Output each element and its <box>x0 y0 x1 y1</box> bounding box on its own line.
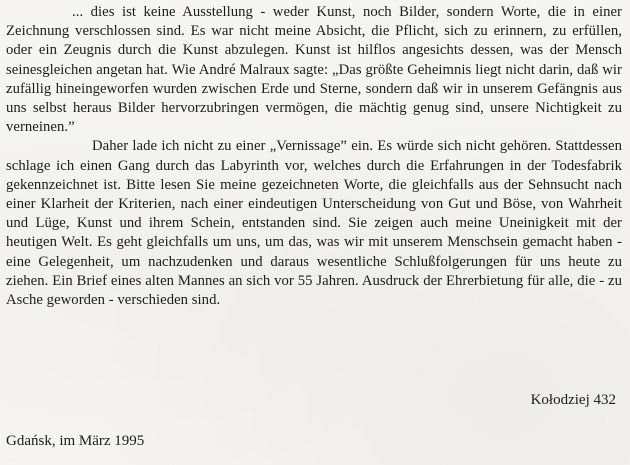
paragraph-intro: ... dies ist keine Ausstellung - weder Kunst, noch Bilder, sondern Worte, die in einer Zeichnung verschlossen sind. Es war nicht meine Absicht, die Pflicht, sich zu erinnern, zu erfüllen, oder ein Zeugnis durch die Kunst abzulegen. Kunst ist hilflos angesichts dessen, was der Mensch seinesgleichen angetan hat. Wie André Malraux sagte: „Das größte Geheimnis liegt nicht darin, daß wir zufällig hineingeworfen wurden zwischen Erde und Sterne, sondern daß wir in unserem Gefängnis aus uns selbst heraus Bilder hervorzubringen vermögen, die mächtig genug sind, unsere Nichtigkeit zu verneinen.” <box>6 4 622 136</box>
author-signature: Kołodziej 432 <box>530 392 616 408</box>
paragraph-invitation: Daher lade ich nicht zu einer „Vernissage” ein. Es würde sich nicht gehören. Stattdessen schlage ich einen Gang durch das Labyrinth vor, welches durch die Erfahrungen in der Todesfabrik gekennzeichnet ist. Bitte lesen Sie meine gezeichneten Worte, die gleichfalls aus der Sehnsucht nach einer Klarheit der Kriterien, nach einer eindeutigen Unterscheidung von Gut und Böse, von Wahrheit und Lüge, Kunst und ihrem Schein, entstanden sind. Sie zeigen auch meine Uneinigkeit mit der heutigen Welt. Es geht gleichfalls um uns, um das, was wir mit unserem Menschsein gemacht haben - eine Gelegenheit, um nachzudenken und daraus wesentliche Schlußfolgerungen für uns heute zu ziehen. Ein Brief eines alten Mannes an sich vor 55 Jahren. Ausdruck der Ehrerbietung für alle, die - zu Asche geworden - verschieden sind. <box>6 138 622 309</box>
body-text <box>6 3 622 310</box>
place-and-date: Gdańsk, im März 1995 <box>6 433 145 449</box>
